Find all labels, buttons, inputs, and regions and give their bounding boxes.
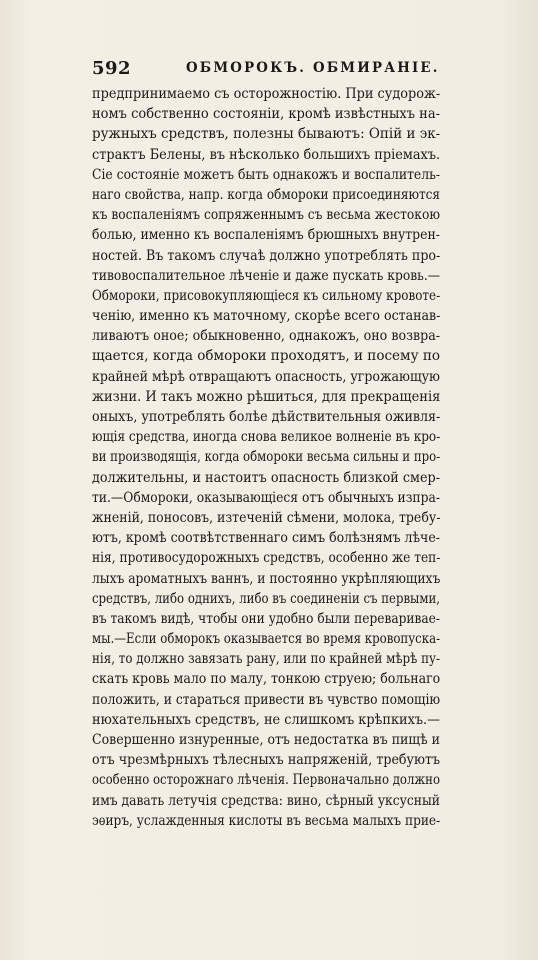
body-text (92, 84, 440, 831)
text-line: предпринимаемо съ осторожностію. При судорож- (92, 86, 441, 102)
page-number: 592 (92, 58, 132, 79)
text-line: должительны, и настоитъ опасность близкой смер- (92, 469, 441, 486)
text-line: скать кровь мало по малу, тонкою струею; больнаго (92, 671, 441, 688)
text-line: имъ давать летучія средства: вино, сѣрный уксусный (92, 792, 440, 809)
text-line: крайней мѣрѣ отвращаютъ опасность, угрожающую (92, 368, 440, 385)
page-header (92, 58, 440, 80)
text-line: къ воспаленіямъ сопряженнымъ съ весьма жестокою (92, 207, 440, 224)
text-line: оныхъ, употреблять болѣе дѣйствительныя оживля- (92, 409, 441, 425)
text-line: положить, и стараться привести въ чувство помощію (92, 691, 441, 708)
text-line: Обмороки, присовокупляющіеся къ сильному кровоте- (92, 287, 441, 304)
text-line: особенно осторожнаго лѣченія. Первоначально должно (92, 772, 441, 789)
running-head: ОБМОРОКЪ. ОБМИРАНІЕ. (186, 60, 440, 76)
text-line: жизни. И такъ можно рѣшиться, для прекращенія (92, 388, 441, 405)
text-line: ющія средства, иногда снова великое волненіе въ кро- (92, 429, 441, 446)
text-line: ви производящія, когда обмороки весьма сильны и про- (92, 449, 441, 466)
text-line: нюхательныхъ средствъ, не слишкомъ крѣпкихъ.— (92, 711, 440, 728)
text-line: щается, когда обмороки проходятъ, и посему по (92, 348, 441, 365)
text-line: ливаютъ оное; обыкновенно, однакожъ, оно возвра- (92, 328, 441, 345)
text-line: ченію, именно къ маточному, скорѣе всего останав- (92, 308, 441, 325)
text-line: ностей. Въ такомъ случаѣ должно употреблять про- (92, 247, 441, 264)
text-line: страктъ Белены, въ нѣсколько большихъ пріемахъ. (92, 146, 441, 163)
text-line: отъ чрезмѣрныхъ тѣлесныхъ напряженій, требуютъ (92, 752, 441, 769)
text-line: тивовоспалительное лѣченіе и даже пускать кровь.— (92, 267, 440, 284)
text-line: нія, противосудорожныхъ средствъ, особенно же теп- (92, 550, 441, 567)
text-line: мы.—Если обморокъ оказывается во время кровопуска- (92, 631, 441, 648)
text-line: ружныхъ средствъ, полезны бываютъ: Опій и эк- (92, 126, 441, 143)
text-line: жненій, поносовъ, изтеченій сѣмени, молока, требу- (92, 509, 441, 526)
text-line: наго свойства, напр. когда обмороки присоединяются (92, 186, 440, 203)
text-line: болью, именно къ воспаленіямъ брюшныхъ внутрен- (92, 227, 440, 244)
text-line: средствъ, либо одниxъ, либо въ соединеніи съ первыми, (92, 590, 440, 607)
text-line: ютъ, кромѣ соотвѣтственнаго симъ болѣзнямъ лѣче- (92, 530, 441, 547)
text-line: лыхъ ароматныхъ ваннъ, и постоянно укрѣпляющихъ (92, 570, 441, 587)
text-line: ти.—Обмороки, оказывающіеся отъ обычныхъ изпра- (92, 489, 440, 506)
text-line: эѳиръ, услажденныя кислоты въ весьма малыхъ прие- (92, 812, 441, 829)
text-line: нія, то должно завязать рану, или по крайней мѣрѣ пу- (92, 651, 440, 668)
text-line: въ такомъ видѣ, чтобы они удобно были переваривае- (92, 610, 440, 627)
text-line: Совершенно изнуренные, отъ недостатка въ пищѣ и (92, 732, 441, 748)
text-line: номъ собственно состояніи, кромѣ извѣстныхъ на- (92, 106, 440, 123)
text-line: Сіе состояніе можетъ быть однакожъ и воспалитель- (92, 166, 441, 183)
